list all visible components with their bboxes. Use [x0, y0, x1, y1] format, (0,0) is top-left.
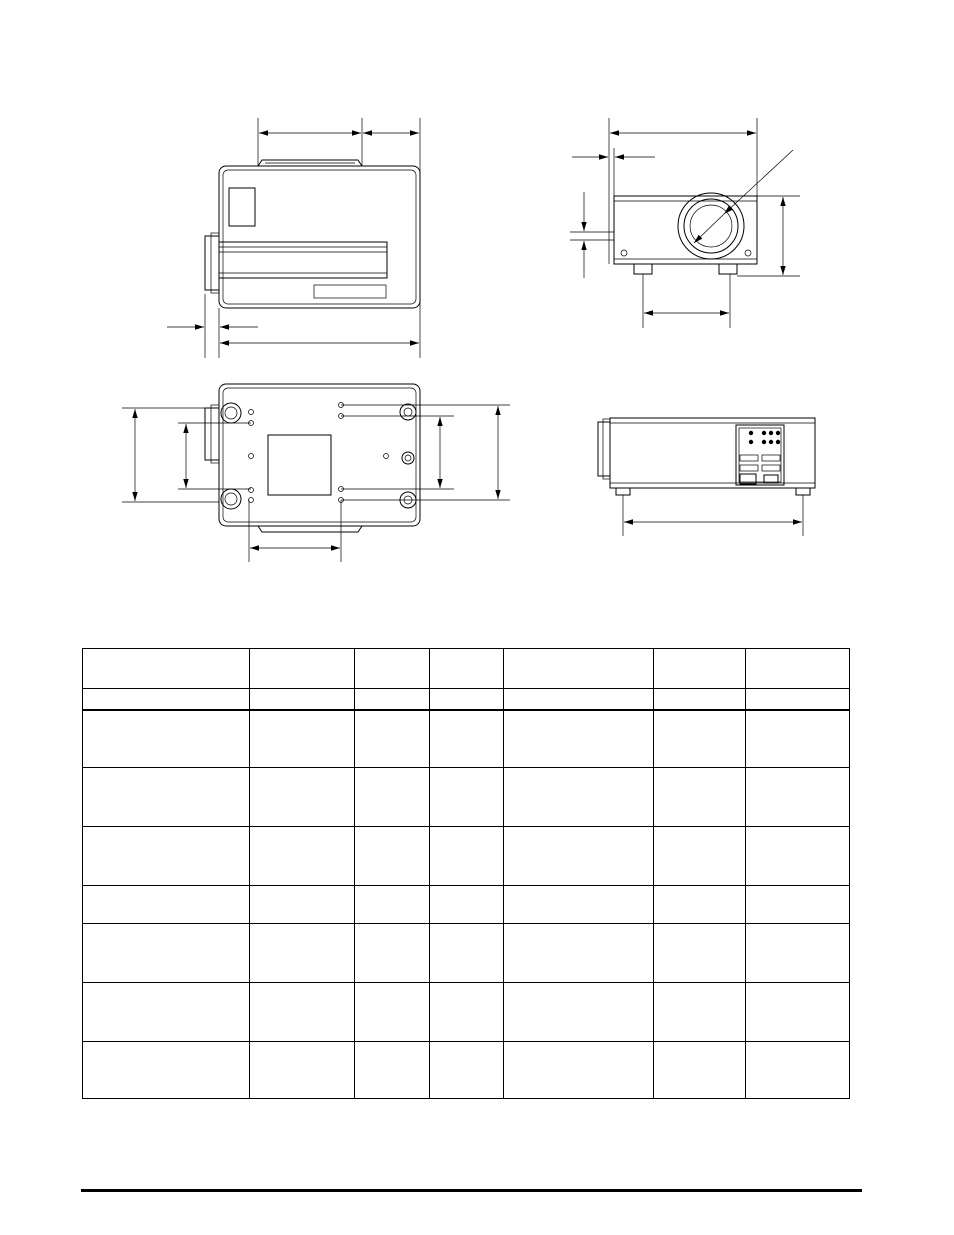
table-row [83, 886, 850, 924]
table-cell [83, 710, 250, 768]
table-cell [746, 768, 850, 827]
table-cell [430, 689, 504, 710]
table-cell [355, 689, 430, 710]
table-cell [746, 924, 850, 983]
table-row [83, 710, 850, 768]
table-cell [746, 689, 850, 710]
table-cell [746, 886, 850, 924]
table-cell [430, 924, 504, 983]
table-cell [504, 827, 654, 886]
table-cell [250, 649, 355, 689]
table-cell [746, 1042, 850, 1099]
table-cell [746, 827, 850, 886]
table-cell [654, 768, 746, 827]
table-cell [746, 983, 850, 1042]
top-view [167, 118, 420, 358]
front-view [570, 118, 800, 328]
table-cell [83, 886, 250, 924]
table-cell [430, 886, 504, 924]
table-cell [355, 983, 430, 1042]
table-row [83, 827, 850, 886]
table-cell [430, 710, 504, 768]
table-cell [83, 689, 250, 710]
table-cell [250, 689, 355, 710]
table-cell [355, 886, 430, 924]
table-cell [654, 1042, 746, 1099]
table-cell [83, 827, 250, 886]
footer-rule [81, 1189, 862, 1192]
table-cell [250, 983, 355, 1042]
table-cell [504, 689, 654, 710]
table-cell [430, 827, 504, 886]
table-cell [504, 710, 654, 768]
table-cell [83, 924, 250, 983]
table-cell [355, 1042, 430, 1099]
table-cell [430, 983, 504, 1042]
table-cell [654, 924, 746, 983]
table-row [83, 1042, 850, 1099]
table-cell [250, 924, 355, 983]
table-cell [83, 1042, 250, 1099]
table-cell [83, 983, 250, 1042]
table-cell [250, 886, 355, 924]
table-cell [355, 710, 430, 768]
table-cell [654, 886, 746, 924]
table-cell [250, 710, 355, 768]
table-cell [654, 827, 746, 886]
table-cell [746, 649, 850, 689]
table-cell [430, 649, 504, 689]
table-cell [355, 649, 430, 689]
table-cell [746, 710, 850, 768]
bottom-view [122, 384, 510, 562]
table-cell [355, 924, 430, 983]
table-cell [430, 768, 504, 827]
table-cell [654, 649, 746, 689]
table-cell [504, 649, 654, 689]
table-cell [355, 827, 430, 886]
table-row [83, 768, 850, 827]
table-cell [654, 983, 746, 1042]
table-row [83, 689, 850, 710]
table-cell [430, 1042, 504, 1099]
table-row [83, 983, 850, 1042]
table-cell [504, 983, 654, 1042]
table-cell [504, 1042, 654, 1099]
table-header-row [83, 649, 850, 689]
side-view [598, 418, 815, 536]
table-cell [504, 886, 654, 924]
table-cell [504, 924, 654, 983]
table-cell [250, 1042, 355, 1099]
specification-table [82, 648, 850, 1099]
table-cell [654, 689, 746, 710]
table-row [83, 924, 850, 983]
table-cell [654, 710, 746, 768]
table-cell [83, 649, 250, 689]
table-cell [250, 827, 355, 886]
table-cell [504, 768, 654, 827]
table-cell [83, 768, 250, 827]
table-cell [355, 768, 430, 827]
table-cell [250, 768, 355, 827]
